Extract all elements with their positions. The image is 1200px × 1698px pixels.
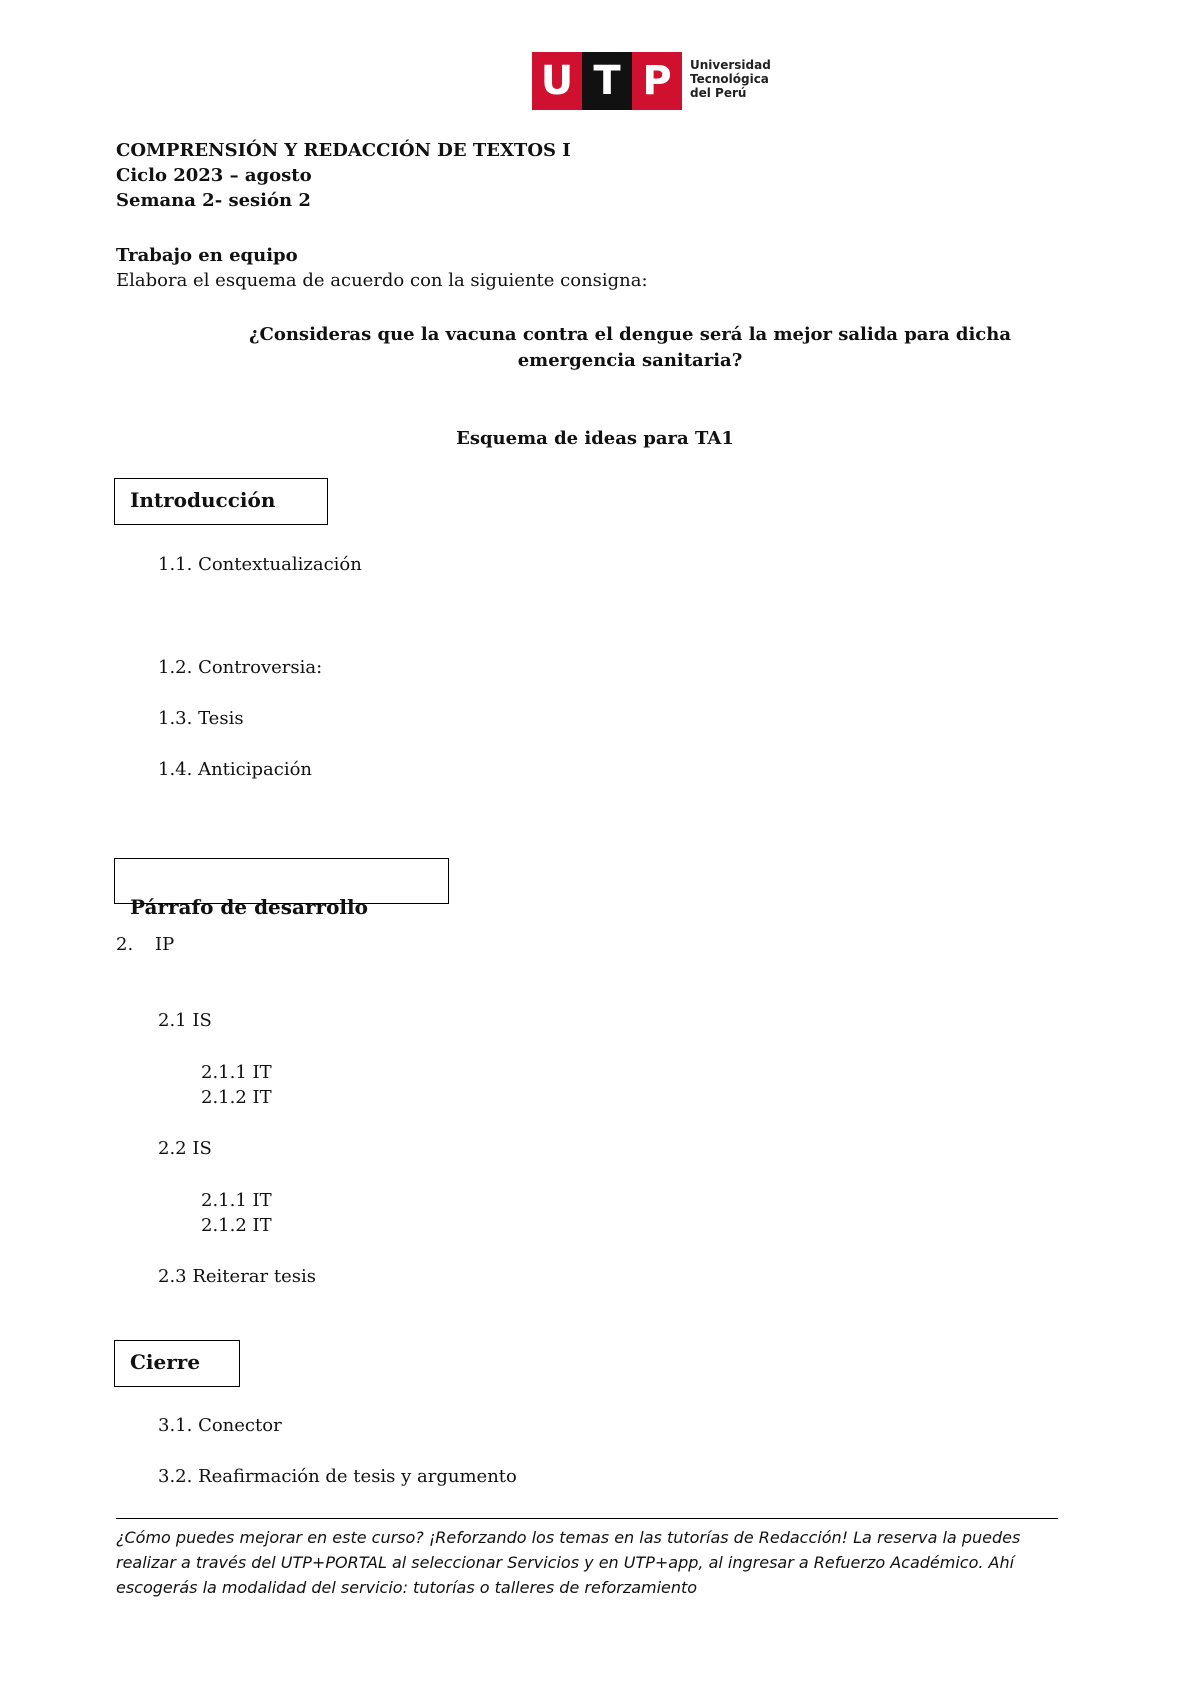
list-item: 2.3 Reiterar tesis bbox=[158, 1266, 316, 1287]
list-item: 3.2. Reafirmación de tesis y argumento bbox=[158, 1466, 517, 1487]
list-item: 2.1 IS bbox=[158, 1010, 212, 1031]
development-heading: Párrafo de desarrollo bbox=[130, 895, 368, 919]
list-item: 2.1.1 IT bbox=[201, 1062, 272, 1083]
footer-line: escogerás la modalidad del servicio: tutorías o talleres de reforzamiento bbox=[116, 1578, 698, 1597]
logo-line: del Perú bbox=[690, 86, 747, 100]
list-item: 1.2. Controversia: bbox=[158, 657, 323, 678]
list-item: IP bbox=[155, 934, 175, 955]
logo-letter-p: P bbox=[632, 52, 682, 110]
guiding-question: ¿Consideras que la vacuna contra el dengue será la mejor salida para dicha emergencia sanitaria? bbox=[248, 324, 1012, 371]
list-item: 2.2 IS bbox=[158, 1138, 212, 1159]
logo-line: Universidad bbox=[690, 58, 771, 72]
logo-text bbox=[690, 58, 771, 100]
task-instruction: Elabora el esquema de acuerdo con la siguiente consigna: bbox=[116, 270, 648, 291]
footer-divider bbox=[116, 1518, 1058, 1519]
week-session: Semana 2- sesión 2 bbox=[116, 190, 311, 211]
logo-letter-u: U bbox=[532, 52, 582, 110]
list-number: 2. bbox=[116, 934, 134, 955]
footer-line: ¿Cómo puedes mejorar en este curso? ¡Reforzando los temas en las tutorías de Redacción! La reserva la puedes bbox=[116, 1528, 1021, 1547]
scheme-title: Esquema de ideas para TA1 bbox=[456, 428, 734, 449]
list-item: 1.3. Tesis bbox=[158, 708, 244, 729]
utp-logo bbox=[532, 52, 771, 112]
cycle: Ciclo 2023 – agosto bbox=[116, 165, 312, 186]
list-item: 1.1. Contextualización bbox=[158, 554, 362, 575]
footer-note bbox=[116, 1525, 1056, 1600]
document-header bbox=[116, 138, 571, 213]
footer-line: realizar a través del UTP+PORTAL al seleccionar Servicios y en UTP+app, al ingresar a Refuerzo Académico. Ahí bbox=[116, 1553, 1015, 1572]
list-item: 2.1.2 IT bbox=[201, 1215, 272, 1236]
list-item: 3.1. Conector bbox=[158, 1415, 282, 1436]
logo-letter-t: T bbox=[582, 52, 632, 110]
intro-heading: Introducción bbox=[130, 488, 276, 512]
closing-heading: Cierre bbox=[130, 1350, 201, 1374]
list-item: 2.1.1 IT bbox=[201, 1190, 272, 1211]
task-title: Trabajo en equipo bbox=[116, 245, 298, 266]
logo-line: Tecnológica bbox=[690, 72, 769, 86]
list-item: 1.4. Anticipación bbox=[158, 759, 313, 780]
list-item: 2.1.2 IT bbox=[201, 1087, 272, 1108]
course-title: COMPRENSIÓN Y REDACCIÓN DE TEXTOS I bbox=[116, 140, 571, 161]
